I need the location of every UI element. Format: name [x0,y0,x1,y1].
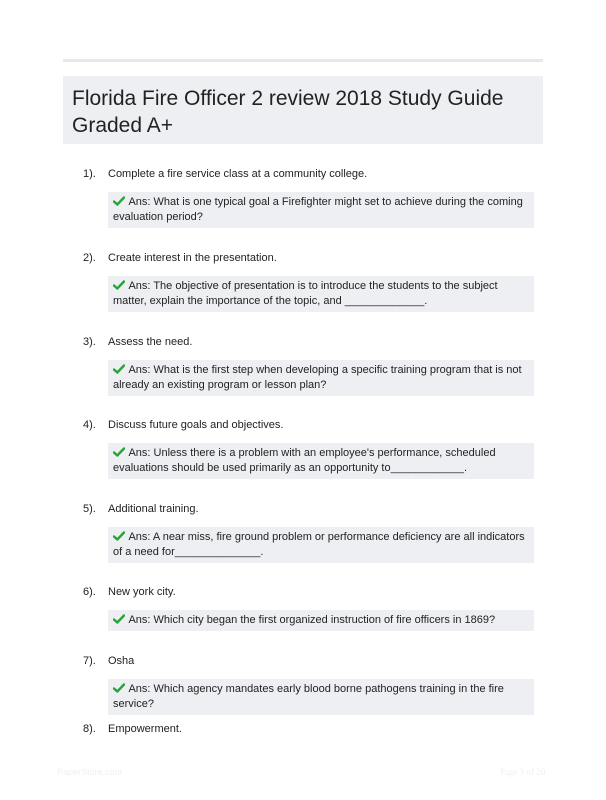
answer-text: Ans: Unless there is a problem with an employee's performance, scheduled evaluations should be used primarily as an opportunity to____________. [113,447,496,474]
check-icon [113,364,125,374]
answer-text: Ans: Which city began the first organized instruction of fire officers in 1869? [128,614,496,626]
item-number: 6). [83,586,96,598]
answer-box [108,610,534,631]
answer-box [108,276,534,312]
check-icon [113,531,125,541]
footer-watermark: PaperStore.com [57,767,123,777]
answer-text: Ans: Which agency mandates early blood borne pathogens training in the fire service? [113,683,504,710]
check-icon [113,280,125,290]
question-text: Additional training. [108,503,199,515]
check-icon [113,196,125,206]
page-title: Florida Fire Officer 2 review 2018 Study Guide Graded A+ [72,87,504,137]
check-icon [113,614,125,624]
item-number: 2). [83,252,96,264]
item-number: 8). [83,723,96,735]
item-number: 3). [83,336,96,348]
question-text: Discuss future goals and objectives. [108,419,284,431]
item-number: 4). [83,419,96,431]
question-text: Osha [108,655,135,667]
answer-box [108,679,534,715]
question-text: Assess the need. [108,336,193,348]
question-text: New york city. [108,586,176,598]
answer-text: Ans: What is one typical goal a Firefighter might set to achieve during the coming evaluation period? [113,196,523,223]
page-number: Page 1 of 20 [500,767,546,777]
answer-box [108,192,534,228]
check-icon [113,447,125,457]
check-icon [113,683,125,693]
question-text: Empowerment. [108,723,182,735]
answer-text: Ans: The objective of presentation is to introduce the students to the subject matter, explain the importance of the topic, and _____________. [113,280,498,307]
answer-text: Ans: What is the first step when developing a specific training program that is not already an existing program or lesson plan? [113,364,522,391]
question-text: Create interest in the presentation. [108,252,277,264]
item-number: 5). [83,503,96,515]
answer-box [108,443,534,479]
answer-text: Ans: A near miss, fire ground problem or performance deficiency are all indicators of a need for______________. [113,531,525,558]
item-number: 7). [83,655,96,667]
item-number: 1). [83,168,96,180]
answer-box [108,360,534,396]
question-text: Complete a fire service class at a community college. [108,168,368,180]
answer-box [108,527,534,563]
